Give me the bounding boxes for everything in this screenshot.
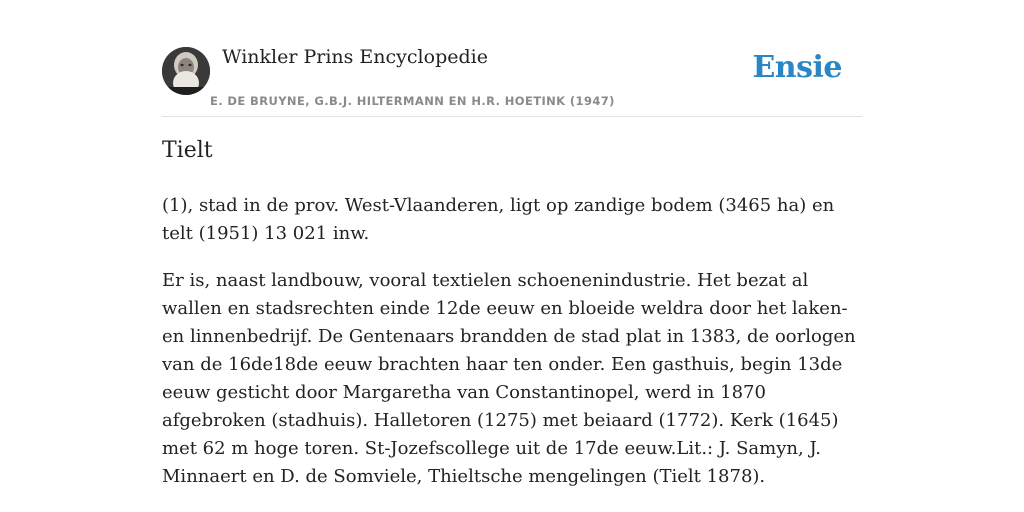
source-authors: E. DE BRUYNE, G.B.J. HILTERMANN EN H.R. HOETINK (1947) <box>210 94 615 108</box>
entry-paragraph: Er is, naast landbouw, vooral textielen schoenenindustrie. Het bezat al wallen en stadsrechten einde 12de eeuw en bloeide weldra door het laken- en linnenbedrijf. De Gentenaars brandden de stad plat in 1383, de oorlogen van de 16de18de eeuw brachten haar ten onder. Een gasthuis, begin 13de eeuw gesticht door Margaretha van Constantinopel, werd in 1870 afgebroken (stadhuis). Halletoren (1275) met beiaard (1772). Kerk (1645) met 62 m hoge toren. St-Jozefscollege uit de 17de eeuw.Lit.: J. Samyn, J. Minnaert en D. de Somviele, Thieltsche mengelingen (Tielt 1878). <box>162 270 856 487</box>
brand-logo[interactable]: Ensie <box>752 50 842 85</box>
source-header <box>162 44 862 117</box>
entry-title: Tielt <box>162 138 213 163</box>
source-title[interactable]: Winkler Prins Encyclopedie <box>222 46 488 68</box>
author-avatar[interactable] <box>162 47 210 95</box>
entry-content <box>162 192 862 510</box>
entry-paragraph: (1), stad in de prov. West-Vlaanderen, ligt op zandige bodem (3465 ha) en telt (1951) 13 021 inw. <box>162 195 835 244</box>
